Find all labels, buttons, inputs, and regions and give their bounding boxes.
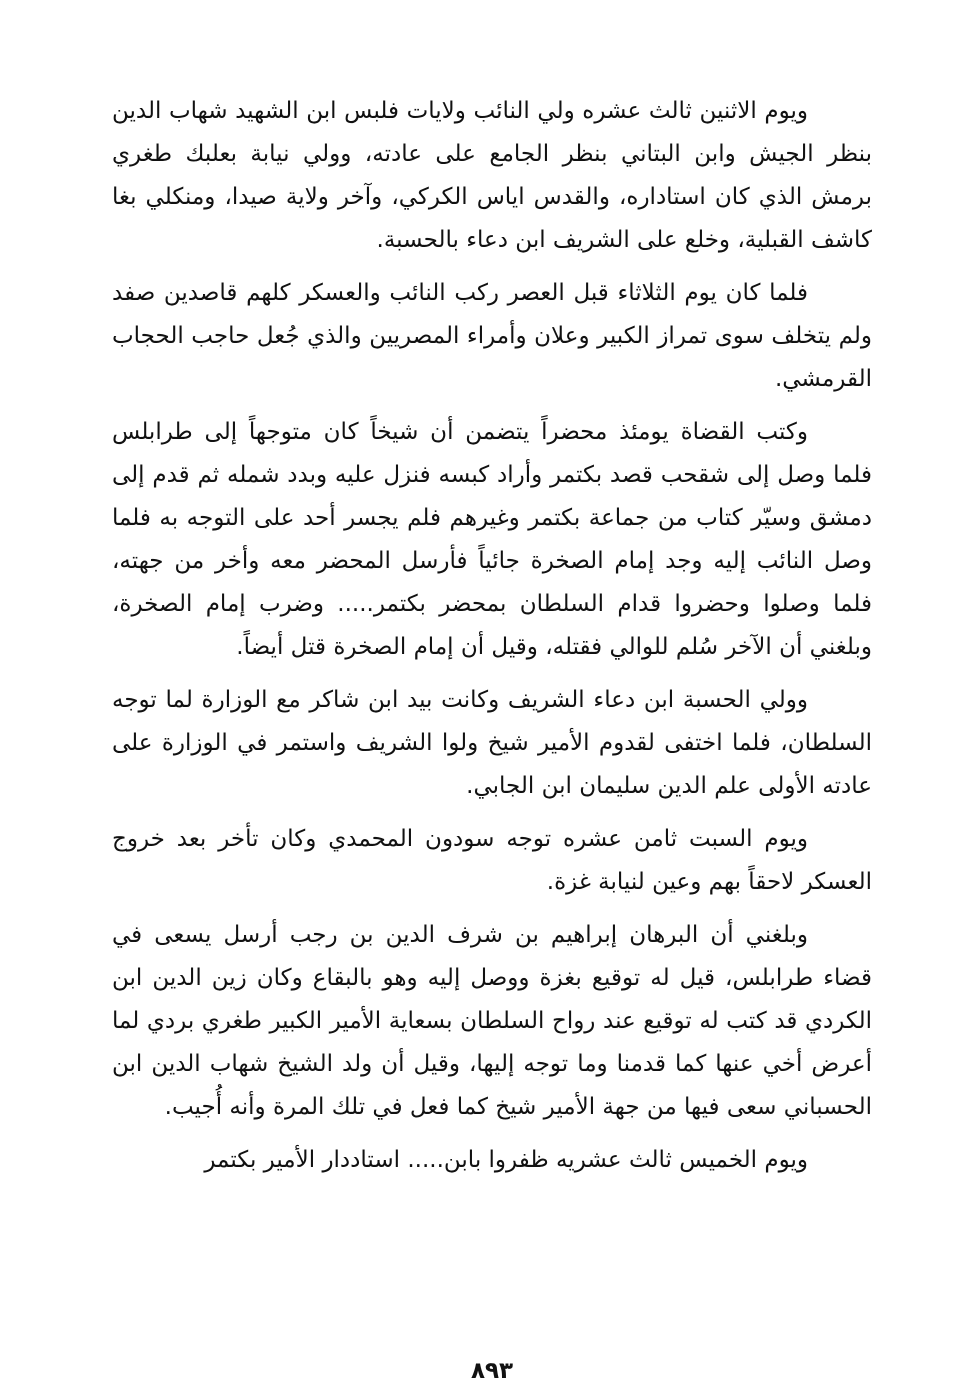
paragraph: وبلغني أن البرهان إبراهيم بن شرف الدين بن رجب أرسل يسعى في قضاء طرابلس، قيل له توقيع بغزة ووصل إليه وهو بالبقاع وكان زين الدين ابن الكردي قد كتب له توقيع عند رواح السلطان بسعاية الأمير الكبير طغري بردي لما أعرض أخي عنها كما قدمنا وما توجه إليها، وقيل أن ولد الشيخ شهاب الدين ابن الحسباني سعى فيها من جهة الأمير شيخ كما فعل في تلك المرة وأنه أُجيب. xyxy=(112,922,872,1120)
paragraph: فلما كان يوم الثلاثاء قبل العصر ركب النائب والعسكر كلهم قاصدين صفد ولم يتخلف سوى تمراز الكبير وعلان وأمراء المصريين والذي جُعل حاجب الحجاب القرمشي. xyxy=(112,280,872,392)
page-number: ٨٩٣ xyxy=(470,1358,514,1384)
page-body xyxy=(112,90,872,1384)
paragraph: ويوم السبت ثامن عشره توجه سودون المحمدي وكان تأخر بعد خروج العسكر لاحقاً بهم وعين لنيابة غزة. xyxy=(112,826,872,895)
paragraph: وولي الحسبة ابن دعاء الشريف وكانت بيد ابن شاكر مع الوزارة لما توجه السلطان، فلما اختفى لقدوم الأمير شيخ ولوا الشريف واستمر في الوزارة على عادته الأولى علم الدين سليمان ابن الجابي. xyxy=(112,687,872,799)
paragraph: ويوم الاثنين ثالث عشره ولي النائب ولايات فلبس ابن الشهيد شهاب الدين بنظر الجيش وابن البتاني بنظر الجامع على عادته، وولي نيابة بعلبك طغري برمش الذي كان استاداره، والقدس اياس الكركي، وآخر ولاية صيدا، ومنكلي بغا كاشف القبلية، وخلع على الشريف ابن دعاء بالحسبة. xyxy=(112,98,872,253)
paragraph: ويوم الخميس ثالث عشريه ظفروا بابن..... استاددار الأمير بكتمر xyxy=(204,1147,808,1173)
paragraph: وكتب القضاة يومئذ محضراً يتضمن أن شيخاً كان متوجهاً إلى طرابلس فلما وصل إلى شقحب قصد بكتمر وأراد كبسه فنزل عليه وبدد شمله ثم قدم إلى دمشق وسيّر كتاب من جماعة بكتمر وغيرهم فلم يجسر أحد على التوجه به فلما وصل النائب إليه وجد إمام الصخرة جائياً فأرسل المحضر معه وأخر من جهته، فلما وصلوا وحضروا قدام السلطان بمحضر بكتمر..... وضرب إمام الصخرة، وبلغني أن الآخر سُلم للوالي فقتله، وقيل أن إمام الصخرة قتل أيضاً. xyxy=(112,419,872,660)
